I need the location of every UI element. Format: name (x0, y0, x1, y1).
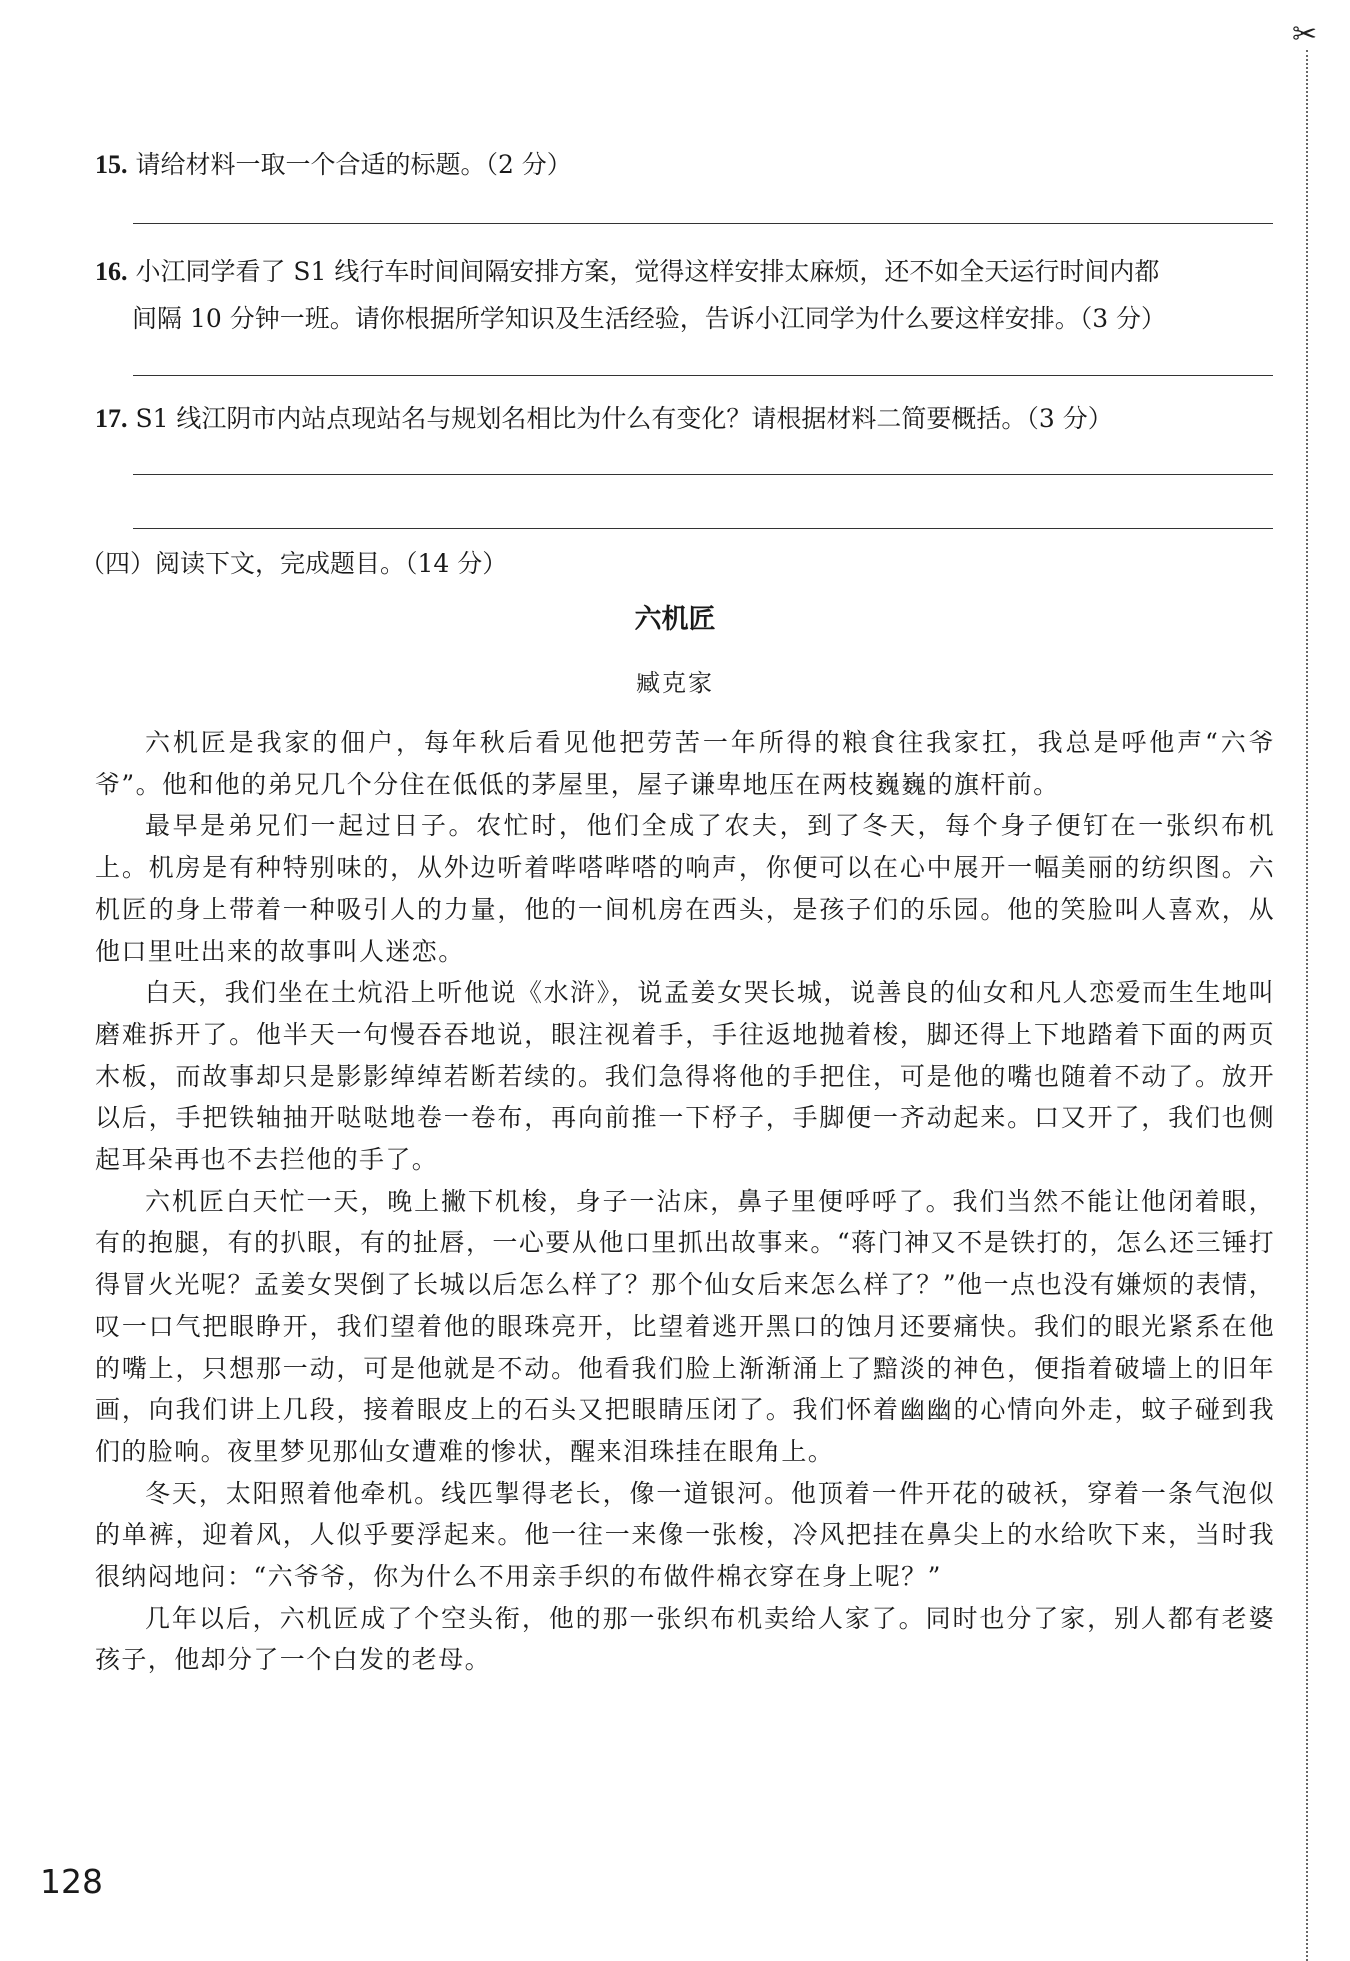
question-text: S1 线江阴市内站点现站名与规划名相比为什么有变化？请根据材料二简要概括。（3 分） (135, 404, 1113, 433)
answer-line[interactable] (133, 375, 1273, 376)
question-number: 17. (95, 404, 128, 433)
question-number: 16. (95, 257, 128, 286)
question-text-continued: 间隔 10 分钟一班。请你根据所学知识及生活经验，告诉小江同学为什么要这样安排。（3 分） (132, 304, 1167, 333)
section-heading: （四）阅读下文，完成题目。（14 分） (80, 549, 508, 578)
story-paragraph: 六机匠白天忙一天，晚上撇下机梭，身子一沾床，鼻子里便呼呼了。我们当然不能让他闭着眼，有的抱腿，有的扒眼，有的扯唇，一心要从他口里抓出故事来。“蒋门神又不是铁打的，怎么还三锤打得冒火光呢？孟姜女哭倒了长城以后怎么样了？那个仙女后来怎么样了？”他一点也没有嫌烦的表情，叹一口气把眼睁开，我们望着他的眼珠亮开，比望着逃开黑口的蚀月还要痛快。我们的眼光紧系在他的嘴上，只想那一动，可是他就是不动。他看我们脸上渐渐涌上了黯淡的神色，便指着破墙上的旧年画，向我们讲上几段，接着眼皮上的石头又把眼睛压闭了。我们怀着幽幽的心情向外走，蚊子碰到我们的脸响。夜里梦见那仙女遭难的惨状，醒来泪珠挂在眼角上。 (95, 1186, 1275, 1466)
page-number: 128 (40, 1862, 103, 1901)
story-paragraph: 几年以后，六机匠成了个空头衔，他的那一张织布机卖给人家了。同时也分了家，别人都有老婆孩子，他却分了一个白发的老母。 (95, 1603, 1275, 1675)
story-paragraph: 六机匠是我家的佃户，每年秋后看见他把劳苦一年所得的粮食往我家扛，我总是呼他声“六爷爷”。他和他的弟兄几个分住在低低的茅屋里，屋子谦卑地压在两枝巍巍的旗杆前。 (95, 728, 1275, 799)
question-number: 15. (95, 150, 128, 179)
cut-line (1306, 50, 1308, 1961)
question-16 (95, 248, 1275, 342)
question-17 (95, 395, 1275, 442)
question-15 (95, 141, 1275, 188)
story-paragraph: 冬天，太阳照着他牵机。线匹掣得老长，像一道银河。他顶着一件开花的破袄，穿着一条气泡似的单裤，迎着风，人似乎要浮起来。他一往一来像一张梭，冷风把挂在鼻尖上的水给吹下来，当时我很纳闷地问：“六爷爷，你为什么不用亲手织的布做件棉衣穿在身上呢？” (95, 1478, 1275, 1592)
question-text: 小江同学看了 S1 线行车时间间隔安排方案，觉得这样安排太麻烦，还不如全天运行时间内都 (135, 257, 1160, 286)
answer-line[interactable] (133, 528, 1273, 529)
story-paragraph: 最早是弟兄们一起过日子。农忙时，他们全成了农夫，到了冬天，每个身子便钉在一张织布机上。机房是有种特别味的，从外边听着哔嗒哔嗒的响声，你便可以在心中展开一幅美丽的纺织图。六机匠的身上带着一种吸引人的力量，他的一间机房在西头，是孩子们的乐园。他的笑脸叫人喜欢，从他口里吐出来的故事叫人迷恋。 (95, 811, 1275, 966)
story-title: 六机匠 (634, 604, 716, 635)
answer-line[interactable] (133, 474, 1273, 475)
question-text: 请给材料一取一个合适的标题。（2 分） (135, 150, 572, 179)
answer-line[interactable] (133, 223, 1273, 224)
scissors-icon: ✂ (1292, 17, 1318, 52)
story-author: 臧克家 (636, 669, 714, 697)
story-paragraph: 白天，我们坐在土炕沿上听他说《水浒》，说孟姜女哭长城，说善良的仙女和凡人恋爱而生生地叫磨难拆开了。他半天一句慢吞吞地说，眼注视着手，手往返地抛着梭，脚还得上下地踏着下面的两页木板，而故事却只是影影绰绰若断若续的。我们急得将他的手把住，可是他的嘴也随着不动了。放开以后，手把铁轴抽开哒哒地卷一卷布，再向前推一下杼子，手脚便一齐动起来。口又开了，我们也侧起耳朵再也不去拦他的手了。 (95, 978, 1275, 1175)
story-body (95, 722, 1275, 1681)
